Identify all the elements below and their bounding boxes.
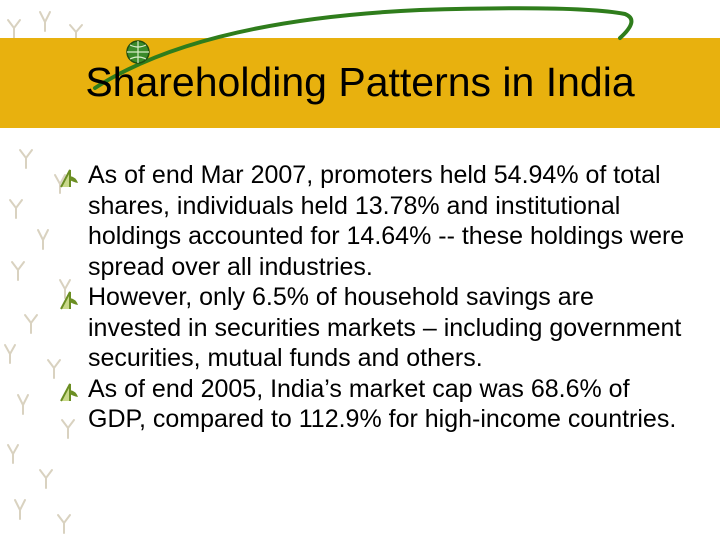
bullet-item	[88, 160, 688, 282]
bullet-text: As of end 2005, India’s market cap was 68.6% of GDP, compared to 112.9% for high-income countries.	[88, 374, 677, 433]
bullet-list	[88, 160, 688, 435]
leaf-bullet-icon	[58, 167, 80, 189]
leaf-bullet-icon	[58, 289, 80, 311]
bullet-item	[88, 282, 688, 374]
bullet-text: However, only 6.5% of household savings are invested in securities markets – including government securities, mutual funds and others.	[88, 283, 682, 372]
slide-title: Shareholding Patterns in India	[85, 59, 635, 105]
bullet-text: As of end Mar 2007, promoters held 54.94% of total shares, individuals held 13.78% and institutional holdings accounted for 14.64% -- these holdings were spread over all industries.	[88, 161, 685, 281]
bullet-item	[88, 374, 688, 435]
leaf-bullet-icon	[58, 381, 80, 403]
